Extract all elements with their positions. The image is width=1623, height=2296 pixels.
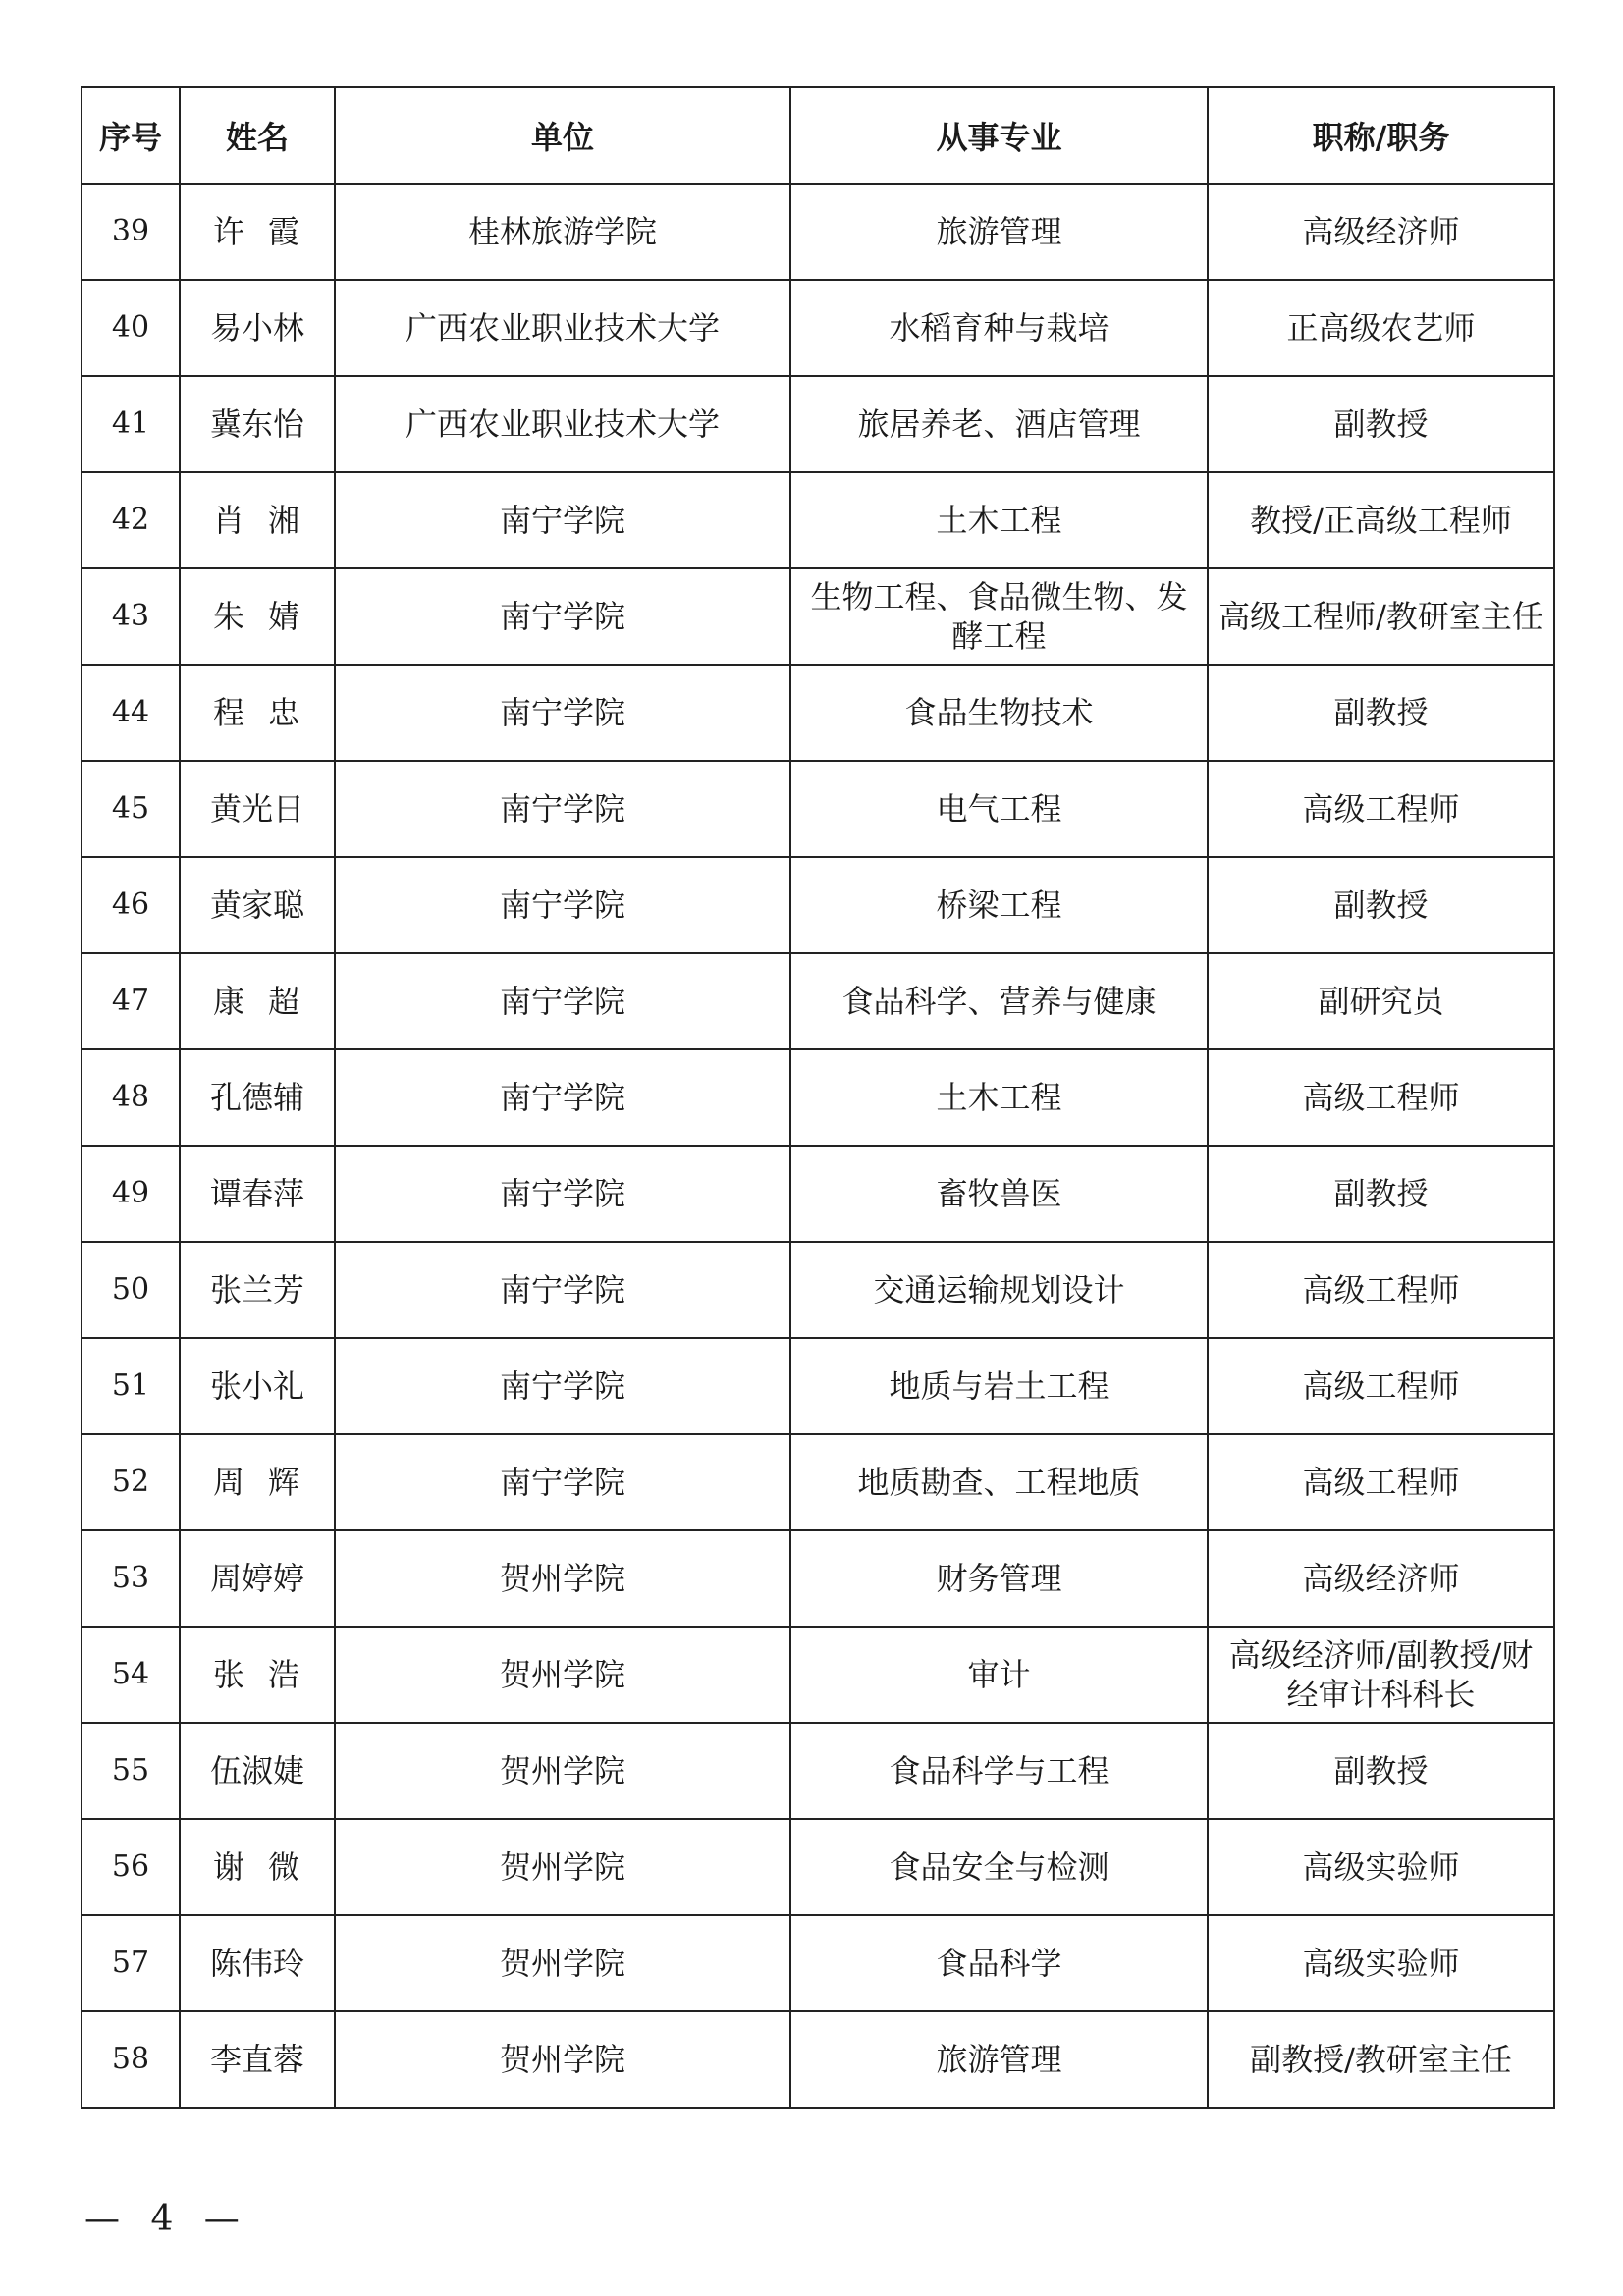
cell-name: 朱婧 bbox=[180, 568, 335, 665]
cell-major: 桥梁工程 bbox=[790, 857, 1208, 953]
table-row bbox=[81, 1434, 1554, 1530]
cell-serial-number: 43 bbox=[81, 568, 180, 665]
cell-title: 副教授 bbox=[1208, 1146, 1554, 1242]
table-row bbox=[81, 953, 1554, 1049]
cell-title: 副研究员 bbox=[1208, 953, 1554, 1049]
cell-unit: 广西农业职业技术大学 bbox=[335, 376, 790, 472]
table-row bbox=[81, 857, 1554, 953]
cell-title: 高级经济师 bbox=[1208, 184, 1554, 280]
cell-major: 地质勘查、工程地质 bbox=[790, 1434, 1208, 1530]
cell-unit: 贺州学院 bbox=[335, 1723, 790, 1819]
cell-name: 许霞 bbox=[180, 184, 335, 280]
cell-unit: 南宁学院 bbox=[335, 1146, 790, 1242]
cell-unit: 贺州学院 bbox=[335, 1915, 790, 2011]
table-row bbox=[81, 2011, 1554, 2108]
cell-serial-number: 57 bbox=[81, 1915, 180, 2011]
cell-unit: 南宁学院 bbox=[335, 568, 790, 665]
cell-name: 周辉 bbox=[180, 1434, 335, 1530]
cell-title: 高级工程师 bbox=[1208, 1242, 1554, 1338]
cell-major: 食品科学、营养与健康 bbox=[790, 953, 1208, 1049]
cell-unit: 南宁学院 bbox=[335, 761, 790, 857]
cell-major: 食品生物技术 bbox=[790, 665, 1208, 761]
cell-major: 土木工程 bbox=[790, 472, 1208, 568]
cell-title: 副教授 bbox=[1208, 1723, 1554, 1819]
header-major: 从事专业 bbox=[790, 87, 1208, 184]
cell-serial-number: 52 bbox=[81, 1434, 180, 1530]
cell-unit: 贺州学院 bbox=[335, 1819, 790, 1915]
cell-unit: 贺州学院 bbox=[335, 2011, 790, 2108]
cell-title: 高级实验师 bbox=[1208, 1819, 1554, 1915]
table-row bbox=[81, 376, 1554, 472]
cell-name: 谢微 bbox=[180, 1819, 335, 1915]
cell-unit: 南宁学院 bbox=[335, 472, 790, 568]
cell-title: 副教授 bbox=[1208, 665, 1554, 761]
cell-major: 水稻育种与栽培 bbox=[790, 280, 1208, 376]
cell-unit: 广西农业职业技术大学 bbox=[335, 280, 790, 376]
header-title: 职称/职务 bbox=[1208, 87, 1554, 184]
cell-serial-number: 54 bbox=[81, 1627, 180, 1723]
cell-serial-number: 55 bbox=[81, 1723, 180, 1819]
cell-title: 高级经济师/副教授/财经审计科科长 bbox=[1208, 1627, 1554, 1723]
cell-name: 伍淑婕 bbox=[180, 1723, 335, 1819]
table-row bbox=[81, 1723, 1554, 1819]
table-row bbox=[81, 1915, 1554, 2011]
cell-name: 张兰芳 bbox=[180, 1242, 335, 1338]
table-body bbox=[81, 184, 1554, 2108]
cell-unit: 南宁学院 bbox=[335, 1434, 790, 1530]
cell-name: 康超 bbox=[180, 953, 335, 1049]
table-row bbox=[81, 1627, 1554, 1723]
cell-major: 电气工程 bbox=[790, 761, 1208, 857]
cell-title: 高级工程师 bbox=[1208, 1434, 1554, 1530]
cell-serial-number: 39 bbox=[81, 184, 180, 280]
cell-name: 李直蓉 bbox=[180, 2011, 335, 2108]
table-row bbox=[81, 1530, 1554, 1627]
cell-unit: 南宁学院 bbox=[335, 1338, 790, 1434]
cell-serial-number: 47 bbox=[81, 953, 180, 1049]
table-row bbox=[81, 665, 1554, 761]
cell-title: 高级工程师/教研室主任 bbox=[1208, 568, 1554, 665]
cell-title: 副教授 bbox=[1208, 857, 1554, 953]
table-row bbox=[81, 1338, 1554, 1434]
cell-major: 食品科学与工程 bbox=[790, 1723, 1208, 1819]
table-header-row bbox=[81, 87, 1554, 184]
cell-major: 旅游管理 bbox=[790, 184, 1208, 280]
header-unit: 单位 bbox=[335, 87, 790, 184]
cell-unit: 桂林旅游学院 bbox=[335, 184, 790, 280]
table-row bbox=[81, 472, 1554, 568]
cell-major: 旅居养老、酒店管理 bbox=[790, 376, 1208, 472]
cell-major: 旅游管理 bbox=[790, 2011, 1208, 2108]
cell-serial-number: 50 bbox=[81, 1242, 180, 1338]
cell-name: 张浩 bbox=[180, 1627, 335, 1723]
cell-serial-number: 58 bbox=[81, 2011, 180, 2108]
cell-serial-number: 44 bbox=[81, 665, 180, 761]
cell-title: 高级工程师 bbox=[1208, 1049, 1554, 1146]
cell-title: 高级工程师 bbox=[1208, 761, 1554, 857]
cell-serial-number: 48 bbox=[81, 1049, 180, 1146]
expert-roster-table bbox=[81, 86, 1555, 2109]
cell-title: 高级实验师 bbox=[1208, 1915, 1554, 2011]
table-row bbox=[81, 184, 1554, 280]
cell-name: 孔德辅 bbox=[180, 1049, 335, 1146]
cell-unit: 南宁学院 bbox=[335, 1049, 790, 1146]
cell-title: 高级经济师 bbox=[1208, 1530, 1554, 1627]
cell-major: 食品安全与检测 bbox=[790, 1819, 1208, 1915]
cell-major: 畜牧兽医 bbox=[790, 1146, 1208, 1242]
cell-name: 周婷婷 bbox=[180, 1530, 335, 1627]
cell-serial-number: 53 bbox=[81, 1530, 180, 1627]
cell-unit: 南宁学院 bbox=[335, 857, 790, 953]
table-row bbox=[81, 568, 1554, 665]
cell-major: 财务管理 bbox=[790, 1530, 1208, 1627]
cell-name: 张小礼 bbox=[180, 1338, 335, 1434]
cell-title: 教授/正高级工程师 bbox=[1208, 472, 1554, 568]
header-serial-number: 序号 bbox=[81, 87, 180, 184]
cell-serial-number: 45 bbox=[81, 761, 180, 857]
table-row bbox=[81, 1146, 1554, 1242]
cell-unit: 南宁学院 bbox=[335, 953, 790, 1049]
cell-name: 肖湘 bbox=[180, 472, 335, 568]
cell-name: 程忠 bbox=[180, 665, 335, 761]
cell-serial-number: 56 bbox=[81, 1819, 180, 1915]
cell-name: 黄光日 bbox=[180, 761, 335, 857]
cell-unit: 南宁学院 bbox=[335, 665, 790, 761]
cell-major: 生物工程、食品微生物、发酵工程 bbox=[790, 568, 1208, 665]
header-name: 姓名 bbox=[180, 87, 335, 184]
cell-title: 高级工程师 bbox=[1208, 1338, 1554, 1434]
table-row bbox=[81, 1049, 1554, 1146]
cell-serial-number: 42 bbox=[81, 472, 180, 568]
cell-serial-number: 41 bbox=[81, 376, 180, 472]
cell-major: 交通运输规划设计 bbox=[790, 1242, 1208, 1338]
cell-major: 土木工程 bbox=[790, 1049, 1208, 1146]
cell-unit: 南宁学院 bbox=[335, 1242, 790, 1338]
cell-major: 审计 bbox=[790, 1627, 1208, 1723]
cell-major: 食品科学 bbox=[790, 1915, 1208, 2011]
cell-major: 地质与岩土工程 bbox=[790, 1338, 1208, 1434]
cell-name: 陈伟玲 bbox=[180, 1915, 335, 2011]
table-row bbox=[81, 1242, 1554, 1338]
table-row bbox=[81, 1819, 1554, 1915]
cell-unit: 贺州学院 bbox=[335, 1530, 790, 1627]
table-row bbox=[81, 761, 1554, 857]
table-row bbox=[81, 280, 1554, 376]
cell-serial-number: 40 bbox=[81, 280, 180, 376]
cell-name: 易小林 bbox=[180, 280, 335, 376]
cell-unit: 贺州学院 bbox=[335, 1627, 790, 1723]
cell-name: 黄家聪 bbox=[180, 857, 335, 953]
cell-title: 正高级农艺师 bbox=[1208, 280, 1554, 376]
cell-serial-number: 46 bbox=[81, 857, 180, 953]
cell-name: 谭春萍 bbox=[180, 1146, 335, 1242]
cell-title: 副教授/教研室主任 bbox=[1208, 2011, 1554, 2108]
cell-title: 副教授 bbox=[1208, 376, 1554, 472]
cell-serial-number: 49 bbox=[81, 1146, 180, 1242]
cell-name: 冀东怡 bbox=[180, 376, 335, 472]
cell-serial-number: 51 bbox=[81, 1338, 180, 1434]
page-number: — 4 — bbox=[84, 2199, 249, 2239]
